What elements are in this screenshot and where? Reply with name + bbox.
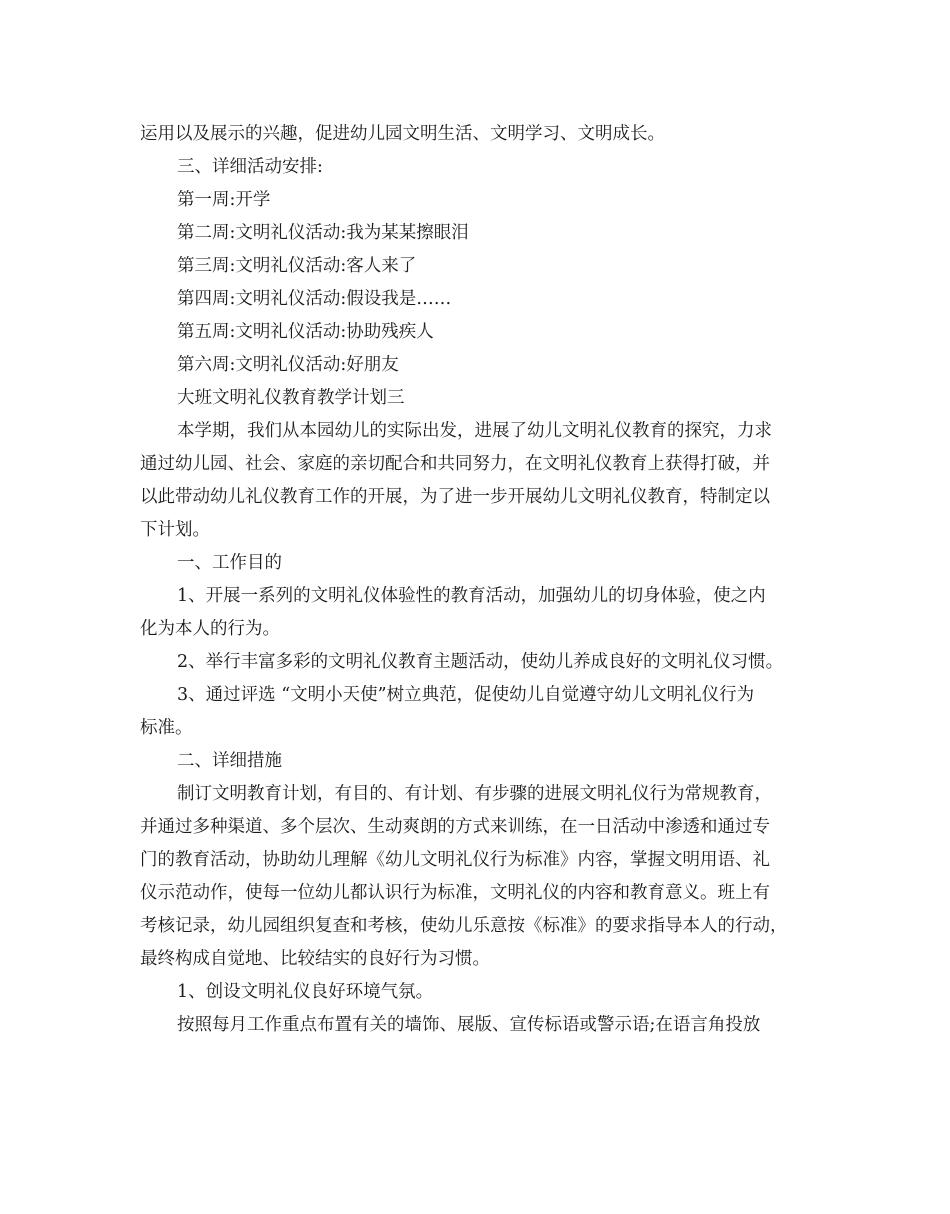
measures-paragraph-line-2: 并通过多种渠道、多个层次、生动爽朗的方式来训练，在一日活动中渗透和通过专 [140, 817, 770, 837]
schedule-week-1: 第一周:开学 [177, 190, 271, 210]
schedule-week-4: 第四周:文明礼仪活动:假设我是…… [177, 289, 452, 309]
document-page [140, 118, 818, 1042]
goal-3-line-2: 标准。 [140, 718, 193, 738]
goal-2: 2、举行丰富多彩的文明礼仪教育主题活动，使幼儿养成良好的文明礼仪习惯。 [177, 652, 784, 672]
intro-paragraph-line-2: 通过幼儿园、社会、家庭的亲切配合和共同努力，在文明礼仪教育上获得打破，并 [140, 454, 770, 474]
goal-1-line-1: 1、开展一系列的文明礼仪体验性的教育活动，加强幼儿的切身体验，使之内 [177, 586, 766, 606]
plan-three-title: 大班文明礼仪教育教学计划三 [177, 388, 405, 408]
schedule-week-6: 第六周:文明礼仪活动:好朋友 [177, 355, 399, 375]
section-heading-activity-schedule: 三、详细活动安排: [177, 157, 323, 177]
intro-paragraph-line-4: 下计划。 [140, 520, 210, 540]
goal-3-line-1: 3、通过评选 “文明小天使”树立典范，促使幼儿自觉遵守幼儿文明礼仪行为 [177, 685, 755, 705]
section-heading-work-goals: 一、工作目的 [177, 553, 282, 573]
measures-paragraph-line-1: 制订文明教育计划，有目的、有计划、有步骤的进展文明礼仪行为常规教育， [177, 784, 772, 804]
schedule-week-5: 第五周:文明礼仪活动:协助残疾人 [177, 322, 434, 342]
measures-paragraph-line-4: 仪示范动作，使每一位幼儿都认识行为标准，文明礼仪的内容和教育意义。班上有 [140, 883, 770, 903]
text-line-1: 运用以及展示的兴趣，促进幼儿园文明生活、文明学习、文明成长。 [140, 124, 665, 144]
intro-paragraph-line-3: 以此带动幼儿礼仪教育工作的开展，为了进一步开展幼儿文明礼仪教育，特制定以 [140, 487, 770, 507]
schedule-week-2: 第二周:文明礼仪活动:我为某某擦眼泪 [177, 223, 469, 243]
goal-1-line-2: 化为本人的行为。 [140, 619, 280, 639]
measures-paragraph-line-6: 最终构成自觉地、比较结实的良好行为习惯。 [140, 949, 490, 969]
schedule-week-3: 第三周:文明礼仪活动:客人来了 [177, 256, 417, 276]
section-heading-measures: 二、详细措施 [177, 751, 282, 771]
measure-1-paragraph-line-1: 按照每月工作重点布置有关的墙饰、展版、宣传标语或警示语;在语言角投放 [177, 1015, 761, 1035]
measure-1-heading: 1、创设文明礼仪良好环境气氛。 [177, 982, 434, 1002]
intro-paragraph-line-1: 本学期，我们从本园幼儿的实际出发，进展了幼儿文明礼仪教育的探究，力求 [177, 421, 772, 441]
measures-paragraph-line-5: 考核记录，幼儿园组织复查和考核，使幼儿乐意按《标准》的要求指导本人的行动， [140, 916, 788, 936]
measures-paragraph-line-3: 门的教育活动，协助幼儿理解《幼儿文明礼仪行为标准》内容，掌握文明用语、礼 [140, 850, 770, 870]
